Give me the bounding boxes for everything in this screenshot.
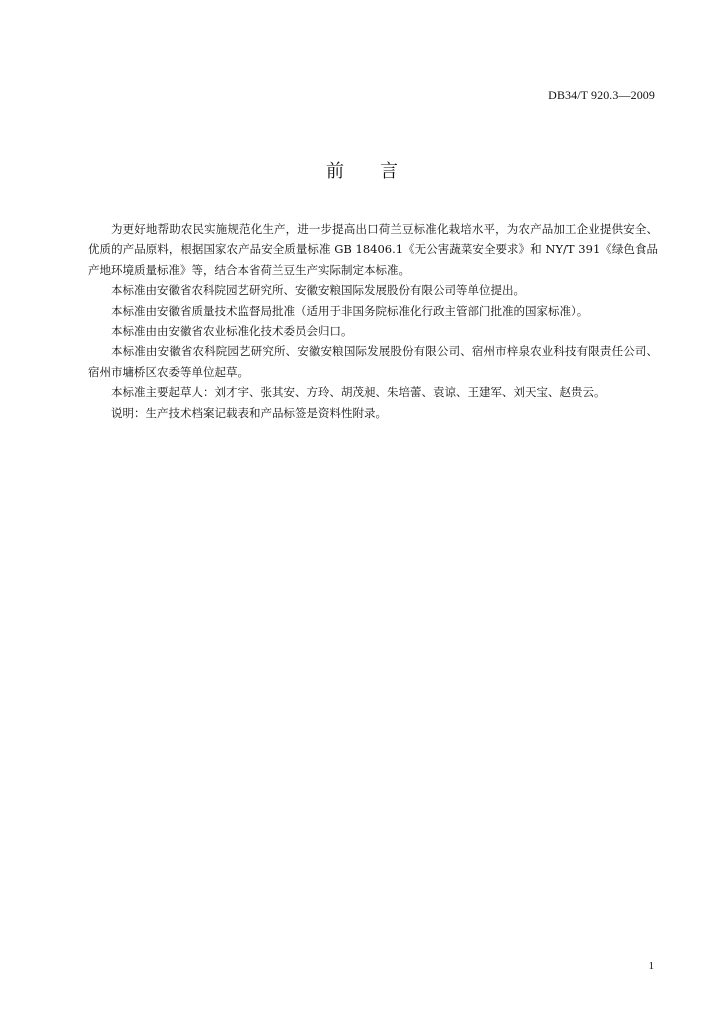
- paragraph-drafted-by: 本标准由安徽省农科院园艺研究所、安徽安粮国际发展股份有限公司、宿州市梓泉农业科技有限责任公司、宿州市墉桥区农委等单位起草。: [88, 344, 658, 379]
- foreword-body: [88, 219, 670, 423]
- paragraph-note: 说明：生产技术档案记载表和产品标签是资料性附录。: [111, 405, 387, 420]
- paragraph-proposed-by: 本标准由安徽省农科院园艺研究所、安徽安粮国际发展股份有限公司等单位提出。: [111, 283, 525, 298]
- standard-code: DB34/T 920.3—2009: [548, 88, 655, 102]
- page-number: 1: [648, 960, 654, 972]
- page-title: 前言: [326, 161, 434, 182]
- paragraph-drafters: 本标准主要起草人：刘才宇、张其安、方玲、胡茂昶、朱培蕾、袁谅、王建军、刘天宝、赵贵云。: [111, 385, 606, 400]
- paragraph-purpose: 为更好地帮助农民实施规范化生产，进一步提高出口荷兰豆标准化栽培水平，为农产品加工企业提供安全、优质的产品原料，根据国家农产品安全质量标准 GB 18406.1《无公害蔬菜安全要求》和 NY/T 391《绿色食品 产地环境质量标准》等，结合本省荷兰豆生产实际制定本标准。: [88, 222, 670, 277]
- paragraph-centralized-by: 本标准由由安徽省农业标准化技术委员会归口。: [111, 324, 353, 339]
- paragraph-approved-by: 本标准由安徽省质量技术监督局批准（适用于非国务院标准化行政主管部门批准的国家标准）。: [111, 303, 589, 318]
